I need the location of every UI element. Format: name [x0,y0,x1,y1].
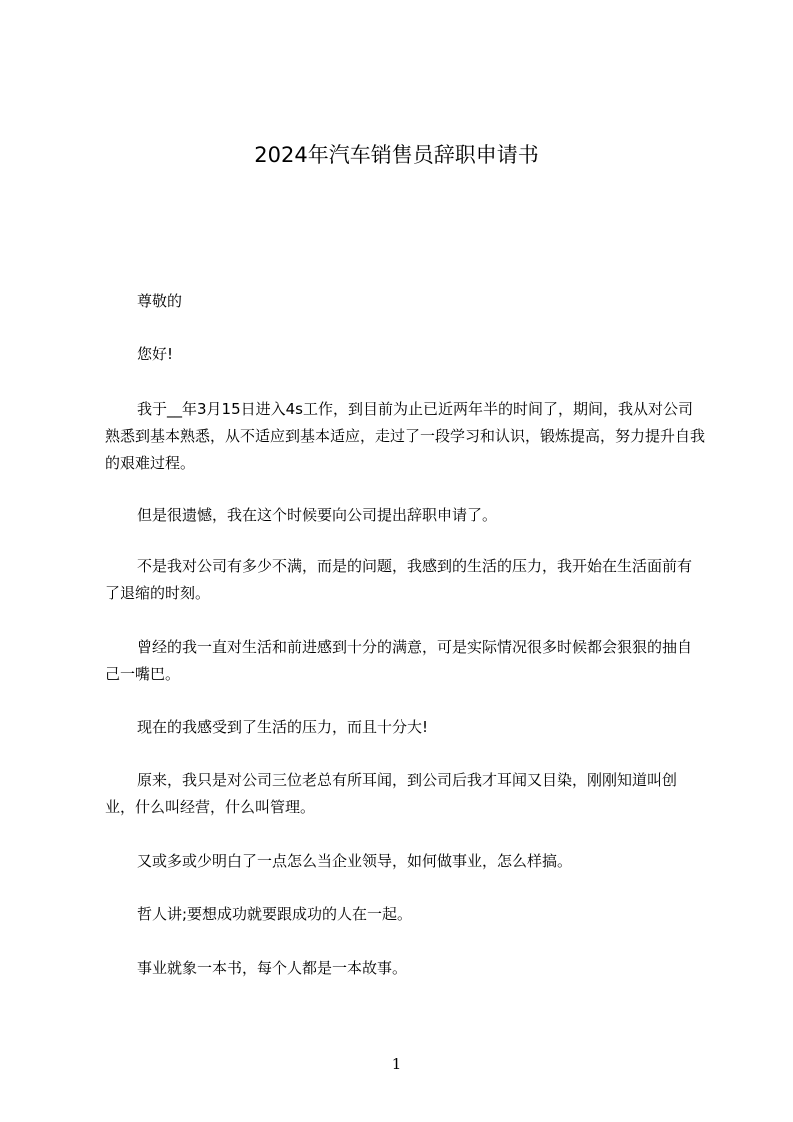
body-paragraph: 不是我对公司有多少不满，而是的问题，我感到的生活的压力，我开始在生活面前有了退缩的时刻。 [105,557,693,602]
page-number: 1 [391,1055,402,1073]
body-paragraph: 又或多或少明白了一点怎么当企业领导，如何做事业，怎么样搞。 [137,852,573,870]
document-title: 2024年汽车销售员辞职申请书 [254,143,539,167]
body-paragraph: 但是很遗憾，我在这个时候要向公司提出辞职申请了。 [137,506,498,524]
body-paragraph: 现在的我感受到了生活的压力，而且十分大! [137,718,429,736]
body-paragraph: 事业就象一本书，每个人都是一本故事。 [137,959,408,977]
body-paragraph: 曾经的我一直对生活和前进感到十分的满意，可是实际情况很多时候都会狠狠的抽自己一嘴巴。 [105,638,693,683]
greeting: 您好! [137,345,174,363]
body-paragraph: 哲人讲;要想成功就要跟成功的人在一起。 [137,905,413,923]
body-paragraph: 原来，我只是对公司三位老总有所耳闻，到公司后我才耳闻又目染，刚刚知道叫创业，什么叫经营，什么叫管理。 [105,771,678,816]
body-paragraph: 我于__年3月15日进入4s工作，到目前为止已近两年半的时间了，期间，我从对公司熟悉到基本熟悉，从不适应到基本适应，走过了一段学习和认识，锻炼提高，努力提升自我的艰难过程。 [105,400,706,472]
salutation: 尊敬的 [137,292,183,310]
